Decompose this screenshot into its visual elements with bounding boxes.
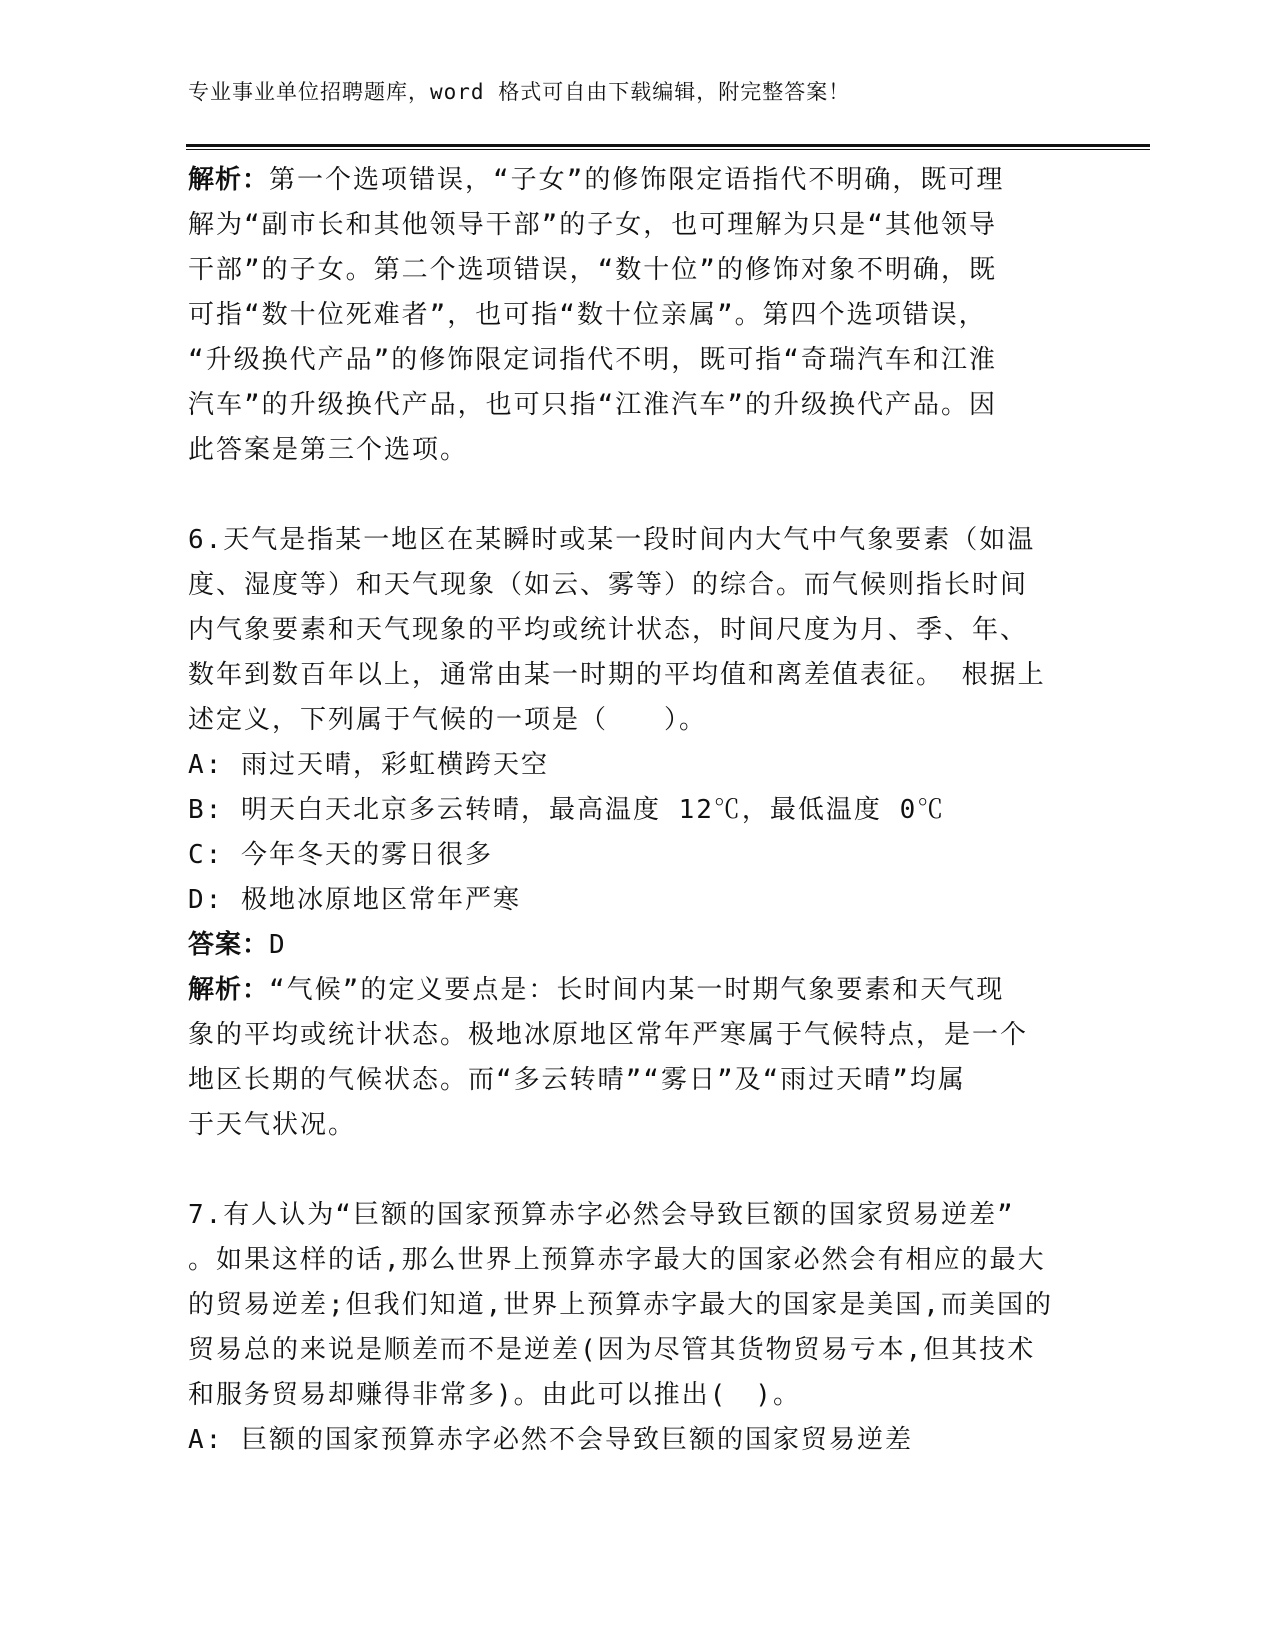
question-line: 内气象要素和天气现象的平均或统计状态，时间尺度为月、季、年、 <box>188 615 1029 645</box>
explanation-line: “升级换代产品”的修饰限定词指代不明，既可指“奇瑞汽车和江淮 <box>188 345 997 375</box>
header-rule-thick <box>186 144 1150 147</box>
spacer <box>188 1148 1088 1193</box>
explanation-line <box>188 158 1088 203</box>
explanation-label: 解析： <box>188 975 270 1005</box>
question-line: 述定义，下列属于气候的一项是（ ）。 <box>188 705 708 735</box>
option-a: A: 雨过天晴，彩虹横跨天空 <box>188 750 549 780</box>
explanation-line: 可指“数十位死难者”，也可指“数十位亲属”。第四个选项错误， <box>188 300 987 330</box>
option-b: B: 明天白天北京多云转晴，最高温度 12℃，最低温度 0℃ <box>188 795 946 825</box>
q5-explanation <box>188 158 1088 473</box>
question-line: 和服务贸易却赚得非常多)。由此可以推出( )。 <box>188 1380 801 1410</box>
question-7 <box>188 1193 1088 1463</box>
question-line: 7.有人认为“巨额的国家预算赤字必然会导致巨额的国家贸易逆差” <box>188 1200 1015 1230</box>
question-line: 度、湿度等）和天气现象（如云、雾等）的综合。而气候则指长时间 <box>188 570 1029 600</box>
explanation-label: 解析： <box>188 165 270 195</box>
answer-value: D <box>269 930 287 960</box>
question-line: 贸易总的来说是顺差而不是逆差(因为尽管其货物贸易亏本,但其技术 <box>188 1335 1036 1365</box>
explanation-line: 地区长期的气候状态。而“多云转晴”“雾日”及“雨过天晴”均属 <box>188 1065 966 1095</box>
option-a: A: 巨额的国家预算赤字必然不会导致巨额的国家贸易逆差 <box>188 1425 913 1455</box>
explanation-line: 此答案是第三个选项。 <box>188 435 469 465</box>
question-line: 。如果这样的话,那么世界上预算赤字最大的国家必然会有相应的最大 <box>188 1245 1046 1275</box>
document-body <box>188 158 1088 1463</box>
question-6 <box>188 518 1088 1148</box>
explanation-line: 象的平均或统计状态。极地冰原地区常年严寒属于气候特点，是一个 <box>188 1020 1029 1050</box>
question-line: 6.天气是指某一地区在某瞬时或某一段时间内大气中气象要素（如温 <box>188 525 1036 555</box>
answer-line <box>188 923 1088 968</box>
answer-label: 答案： <box>188 930 270 960</box>
explanation-line: 解为“副市长和其他领导干部”的子女，也可理解为只是“其他领导 <box>188 210 997 240</box>
explanation-line: 干部”的子女。第二个选项错误，“数十位”的修饰对象不明确，既 <box>188 255 997 285</box>
page-header: 专业事业单位招聘题库，word 格式可自由下载编辑，附完整答案！ <box>188 80 851 104</box>
explanation-text: “气候”的定义要点是：长时间内某一时期气象要素和天气现 <box>269 975 1005 1005</box>
question-line: 的贸易逆差;但我们知道,世界上预算赤字最大的国家是美国,而美国的 <box>188 1290 1053 1320</box>
explanation-text: 第一个选项错误，“子女”的修饰限定语指代不明确，既可理 <box>269 165 1005 195</box>
explanation-line: 于天气状况。 <box>188 1110 357 1140</box>
explanation-line <box>188 968 1088 1013</box>
header-rule-thin <box>186 149 1150 150</box>
explanation-line: 汽车”的升级换代产品，也可只指“江淮汽车”的升级换代产品。因 <box>188 390 997 420</box>
option-d: D: 极地冰原地区常年严寒 <box>188 885 521 915</box>
question-line: 数年到数百年以上，通常由某一时期的平均值和离差值表征。 根据上 <box>188 660 1046 690</box>
spacer <box>188 473 1088 518</box>
option-c: C: 今年冬天的雾日很多 <box>188 840 493 870</box>
